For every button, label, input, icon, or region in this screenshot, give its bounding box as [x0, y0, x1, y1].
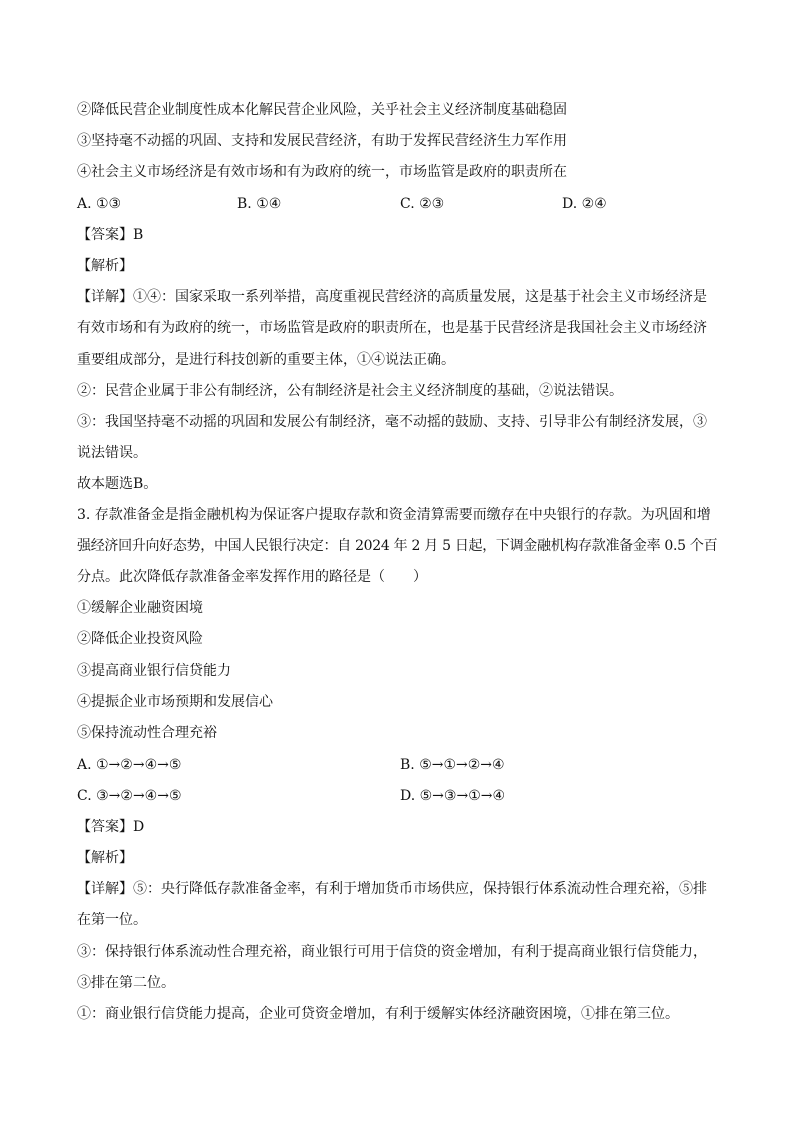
q3-item-4: ④提振企业市场预期和发展信心: [77, 694, 273, 710]
q2-conclusion: 故本题选B。: [77, 476, 158, 492]
q3-option-c: C. ③→②→④→⑤: [77, 788, 182, 804]
q2-analysis-heading: 【解析】: [77, 258, 133, 274]
q2-option-b: B. ①④: [237, 196, 282, 212]
q3-explanation-line-5: ①：商业银行信贷能力提高，企业可贷资金增加，有利于缓解实体经济融资困境，①排在第三位。: [77, 1006, 679, 1022]
q3-analysis-heading: 【解析】: [77, 850, 133, 866]
q2-explanation-line-2: 有效市场和有为政府的统一，市场监管是政府的职责所在，也是基于民营经济是我国社会主义市场经济: [77, 320, 707, 336]
q3-stem-line-3: 分点。此次降低存款准备金率发挥作用的路径是（ ）: [77, 569, 427, 585]
q3-option-a: A. ①→②→④→⑤: [77, 757, 182, 773]
q3-option-d: D. ⑤→③→①→④: [400, 788, 506, 804]
q2-explanation-line-4: ②：民营企业属于非公有制经济，公有制经济是社会主义经济制度的基础，②说法错误。: [77, 383, 623, 399]
q3-explanation-line-4: ③排在第二位。: [77, 975, 175, 991]
q3-option-b: B. ⑤→①→②→④: [400, 757, 505, 773]
q3-item-1: ①缓解企业融资困境: [77, 600, 203, 616]
q3-item-5: ⑤保持流动性合理充裕: [77, 725, 217, 741]
q3-explanation-line-2: 在第一位。: [77, 912, 147, 928]
q3-answer: 【答案】D: [77, 819, 145, 835]
q3-explanation-line-3: ③：保持银行体系流动性合理充裕，商业银行可用于信贷的资金增加，有利于提高商业银行信贷能力，: [77, 944, 707, 960]
q2-statement-3: ③坚持毫不动摇的巩固、支持和发展民营经济，有助于发挥民营经济生力军作用: [77, 133, 567, 149]
q2-explanation-line-5: ③：我国坚持毫不动摇的巩固和发展公有制经济，毫不动摇的鼓励、支持、引导非公有制经济发展，③: [77, 414, 707, 430]
q3-stem-line-2: 强经济回升向好态势，中国人民银行决定：自 2024 年 2 月 5 日起，下调金融机构存款准备金率 0.5 个百: [77, 538, 718, 554]
q2-statement-2: ②降低民营企业制度性成本化解民营企业风险，关乎社会主义经济制度基础稳固: [77, 102, 567, 118]
q2-statement-4: ④社会主义市场经济是有效市场和有为政府的统一，市场监管是政府的职责所在: [77, 164, 567, 180]
q3-explanation-line-1: 【详解】⑤：央行降低存款准备金率，有利于增加货币市场供应，保持银行体系流动性合理充裕，⑤排: [77, 881, 707, 897]
q3-item-3: ③提高商业银行信贷能力: [77, 663, 231, 679]
q2-option-a: A. ①③: [77, 196, 122, 212]
q2-option-c: C. ②③: [400, 196, 445, 212]
q2-explanation-line-6: 说法错误。: [77, 445, 147, 461]
q2-option-d: D. ②④: [562, 196, 607, 212]
q2-answer: 【答案】B: [77, 227, 144, 243]
q3-item-2: ②降低企业投资风险: [77, 631, 203, 647]
q2-explanation-line-3: 重要组成部分，是进行科技创新的重要主体，①④说法正确。: [77, 352, 455, 368]
q3-stem-line-1: 3. 存款准备金是指金融机构为保证客户提取存款和资金清算需要而缴存在中央银行的存款。为巩固和增: [77, 507, 711, 523]
q2-explanation-line-1: 【详解】①④：国家采取一系列举措，高度重视民营经济的高质量发展，这是基于社会主义市场经济是: [77, 289, 707, 305]
